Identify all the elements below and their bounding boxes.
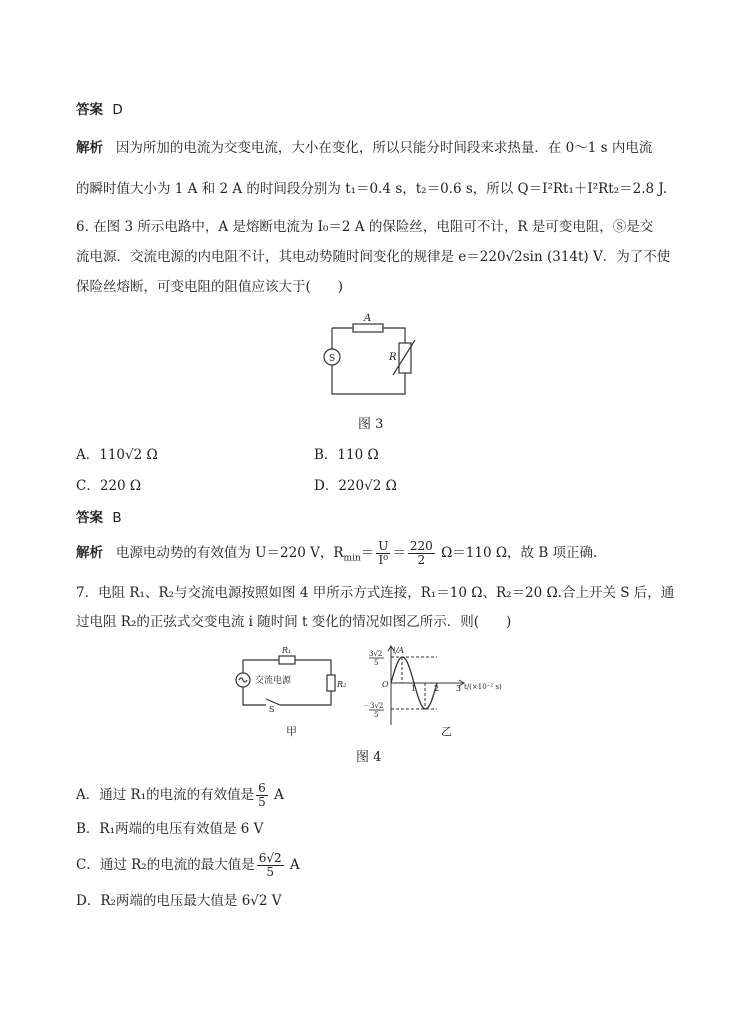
fraction-u-over-i: $\frac{U}{\text{I⁰}}$ <box>378 539 389 567</box>
figure-3-label: 图 3 <box>358 417 384 432</box>
option-6b: B．110 Ω <box>314 447 379 463</box>
origin-label: O <box>382 680 389 689</box>
fuse-label: A <box>364 313 372 324</box>
peak-neg-num: －3√2 <box>363 702 384 710</box>
figure-3-circuit <box>325 310 415 400</box>
figure-4-circuit <box>233 648 353 728</box>
tick-3: 3 <box>456 684 462 693</box>
figure-4-graph <box>360 645 510 730</box>
tick-1: 1 <box>411 684 417 693</box>
analysis-5-line-2: 的瞬时值大小为 1 A 和 2 A 的时间段分别为 t₁＝0.4 s，t₂＝0.6 s，所以 Q＝I²Rt₁＋I²Rt₂＝2.8 J. <box>76 181 668 197</box>
answer-label: 答案 B <box>76 510 122 526</box>
option-7b: B．R₁两端的电压有效值是 6 V <box>76 821 264 837</box>
figure-4-yi-caption: 乙 <box>441 725 452 738</box>
option-7c: C．通过 R₂的电流的最大值是 $\frac{6√2}{5}$ A <box>76 851 300 879</box>
tick-2: 2 <box>434 684 440 693</box>
r2-label: R₂ <box>337 680 347 689</box>
switch-label: S <box>269 705 275 714</box>
peak-neg-den: 5 <box>374 711 379 719</box>
option-6c: C．220 Ω <box>76 478 142 494</box>
question-7-line-1: 7．电阻 R₁、R₂与交流电源按照如图 4 甲所示方式连接，R₁＝10 Ω、R₂＝20 Ω.合上开关 S 后，通 <box>76 585 675 601</box>
peak-pos-den: 5 <box>374 659 379 667</box>
analysis-5-line-1: 解析 因为所加的电流为交变电流，大小在变化，所以只能分时间段来求热量．在 0～1 s 内电流 <box>76 140 653 156</box>
source-label: 交流电源 <box>255 676 292 686</box>
question-6-line-3: 保险丝熔断，可变电阻的阻值应该大于( ) <box>76 279 344 295</box>
source-label: S <box>329 354 336 364</box>
figure-4-jia-caption: 甲 <box>286 725 297 738</box>
option-7a: A．通过 R₁的电流的有效值是 $\frac{6}{5}$ A <box>76 781 284 809</box>
option-7d: D．R₂两端的电压最大值是 6√2 V <box>76 893 282 909</box>
y-axis-label: i/A <box>393 646 405 655</box>
answer-label: 答案 D <box>76 102 123 118</box>
question-6-line-1: 6. 在图 3 所示电路中，A 是熔断电流为 I₀＝2 A 的保险丝，电阻可不计，R 是可变电阻，Ⓢ是交 <box>76 219 654 235</box>
question-7-line-2: 过电阻 R₂的正弦式交变电流 i 随时间 t 变化的情况如图乙所示．则( ) <box>76 614 512 630</box>
option-6d: D．220√2 Ω <box>314 478 397 494</box>
peak-pos-num: 3√2 <box>369 650 383 658</box>
variable-resistor <box>399 343 411 373</box>
resistor-label: R <box>389 352 397 363</box>
figure-4-label: 图 4 <box>356 750 382 765</box>
question-6-line-2: 流电源．交流电源的内电阻不计，其电动势随时间变化的规律是 e＝220√2sin (314t) V．为了不使 <box>76 249 671 265</box>
fraction-6root2-over-5: $\frac{6√2}{5}$ <box>258 851 282 879</box>
resistor-r2 <box>327 675 335 691</box>
r1-label: R₁ <box>282 646 292 655</box>
x-axis-label: t/(×10⁻² s) <box>464 683 502 691</box>
resistor-r1 <box>279 656 295 664</box>
option-6a: A．110√2 Ω <box>76 447 158 463</box>
fraction-220-over-2: $\frac{220}{2}$ <box>409 539 433 567</box>
analysis-6: 解析 电源电动势的有效值为 U＝220 V，$R_{min}=$ $\frac{U}{\text{I⁰}}$ ＝ $\frac{220}{2}$ Ω＝110 Ω，故 B 项正确． <box>76 539 607 567</box>
fuse <box>353 324 383 332</box>
fraction-6-over-5: $\frac{6}{5}$ <box>258 781 266 809</box>
